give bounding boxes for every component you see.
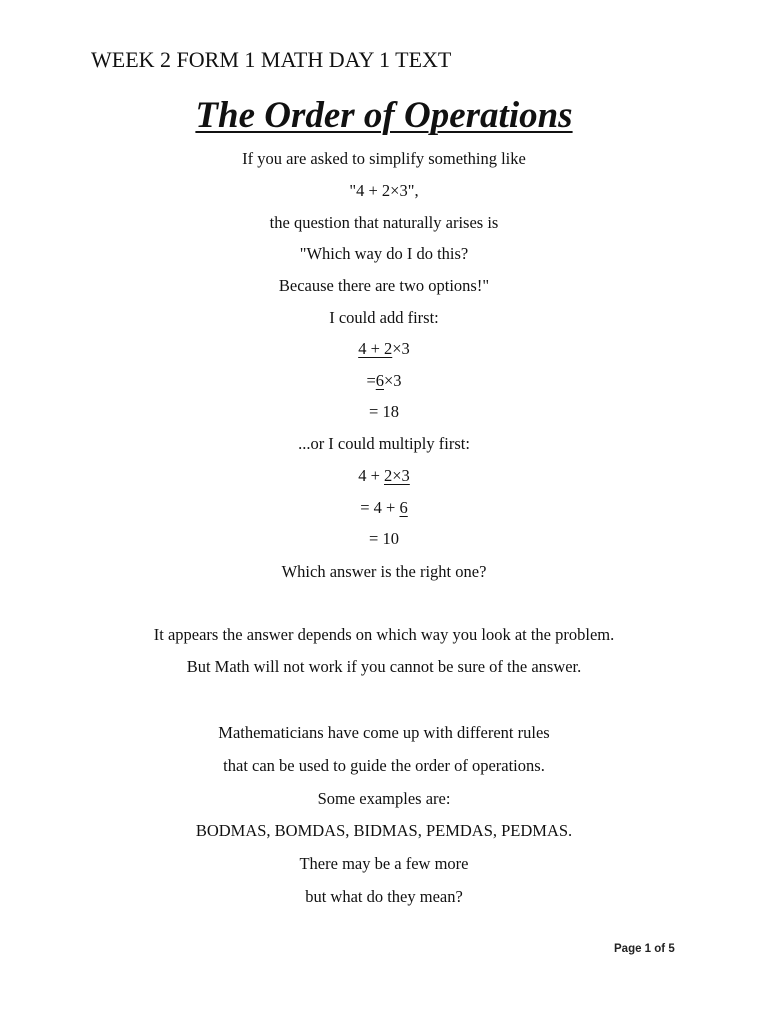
step-prefix: = bbox=[366, 371, 376, 390]
page-title: The Order of Operations bbox=[195, 95, 573, 136]
step-remainder: ×3 bbox=[392, 339, 410, 358]
multiply-first-step-2 bbox=[0, 497, 768, 519]
underlined-term: 6 bbox=[375, 371, 384, 390]
intro-line-3: the question that naturally arises is bbox=[269, 213, 499, 232]
multiply-first-step-1 bbox=[0, 465, 768, 487]
question-line: Which answer is the right one? bbox=[281, 562, 487, 581]
page-number: Page 1 of 5 bbox=[614, 943, 675, 955]
add-first-result: = 18 bbox=[369, 402, 399, 421]
paragraph-1-line-2: But Math will not work if you cannot be sure of the answer. bbox=[186, 657, 582, 676]
intro-expression: "4 + 2×3", bbox=[349, 181, 419, 200]
paragraph-1-line-1: It appears the answer depends on which way you look at the problem. bbox=[153, 625, 615, 644]
multiply-first-result: = 10 bbox=[369, 529, 399, 548]
document-header: WEEK 2 FORM 1 MATH DAY 1 TEXT bbox=[91, 47, 452, 72]
add-first-step-1 bbox=[0, 338, 768, 360]
paragraph-2-line-1: Mathematicians have come up with different rules bbox=[218, 723, 550, 742]
step-prefix: = 4 + bbox=[360, 498, 400, 517]
paragraph-2-line-5: There may be a few more bbox=[299, 854, 469, 873]
step-remainder: ×3 bbox=[384, 371, 402, 390]
intro-line-1: If you are asked to simplify something like bbox=[242, 149, 526, 168]
underlined-term: 2×3 bbox=[384, 466, 410, 485]
underlined-term: 6 bbox=[399, 498, 408, 517]
acronym-list: BODMAS, BOMDAS, BIDMAS, PEMDAS, PEDMAS. bbox=[195, 821, 573, 840]
underlined-term: 4 + 2 bbox=[358, 339, 393, 358]
intro-line-4: "Which way do I do this? bbox=[299, 244, 469, 263]
multiply-first-heading: ...or I could multiply first: bbox=[298, 434, 470, 453]
add-first-step-2 bbox=[0, 370, 768, 392]
paragraph-2-line-3: Some examples are: bbox=[317, 789, 451, 808]
add-first-heading: I could add first: bbox=[329, 308, 439, 327]
intro-line-5: Because there are two options!" bbox=[278, 276, 490, 295]
paragraph-2-line-2: that can be used to guide the order of operations. bbox=[223, 756, 545, 775]
paragraph-2-line-6: but what do they mean? bbox=[305, 887, 463, 906]
step-prefix: 4 + bbox=[358, 466, 384, 485]
